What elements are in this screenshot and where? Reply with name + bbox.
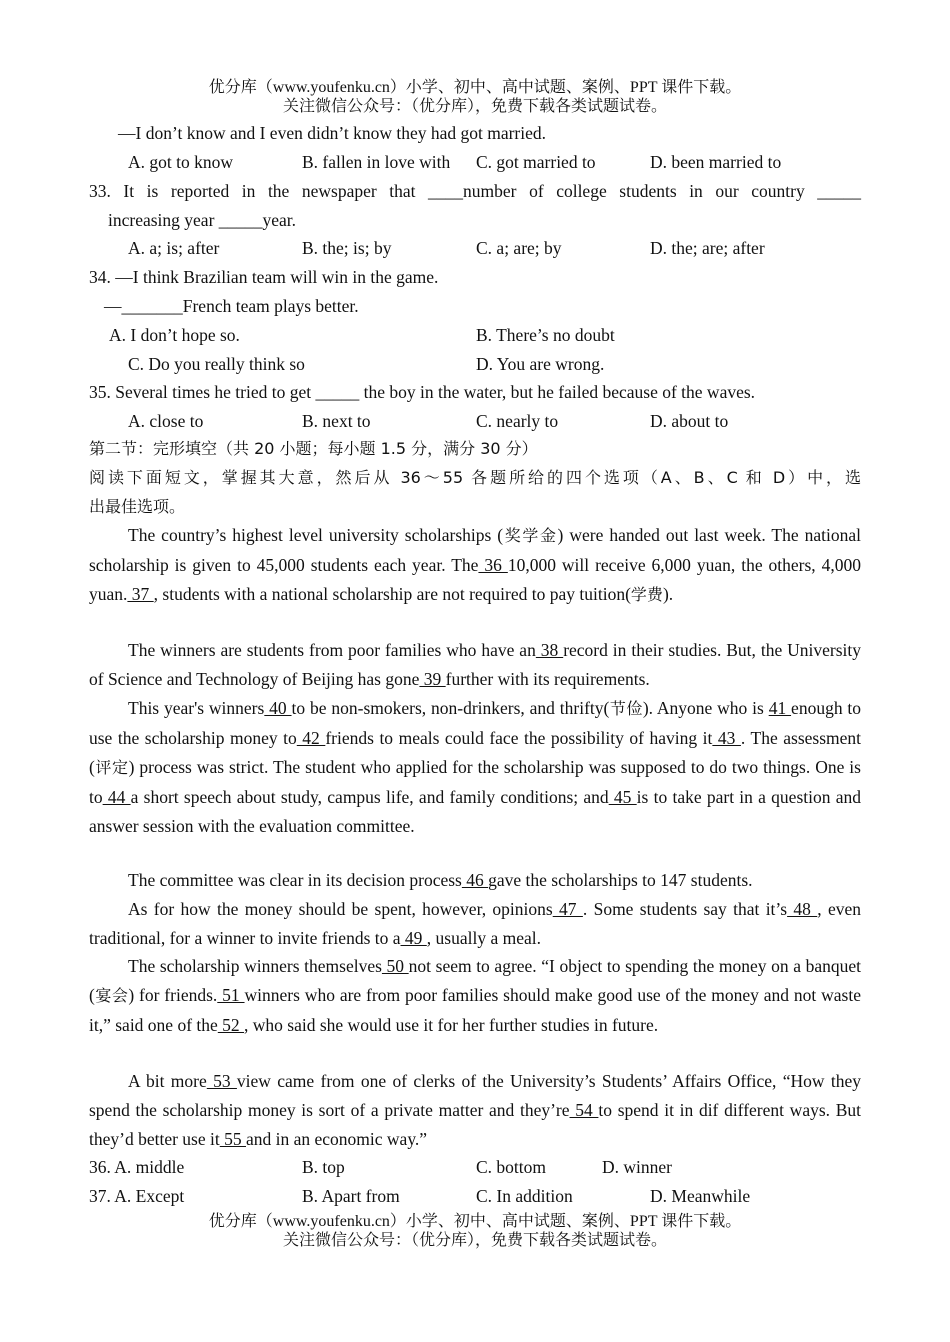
q35-stem: 35. Several times he tried to get _____ the boy in the water, but he failed because of the waves. — [89, 382, 756, 402]
section-title: 第二节：完形填空（共 20 小题；每小题 1.5 分，满分 30 分） — [89, 439, 538, 458]
word: is — [146, 181, 159, 201]
text: 奖学金 — [503, 526, 558, 545]
word: in — [241, 181, 256, 201]
word: It — [123, 181, 135, 201]
q34-option-c: C. Do you really think so — [128, 354, 305, 374]
q33-option-d: D. the; are; after — [650, 238, 765, 258]
q37-option-a: 37. A. Except — [89, 1186, 185, 1206]
passage-paragraph-6 — [89, 952, 861, 1040]
q34-stem: 34. —I think Brazilian team will win in the game. — [89, 267, 439, 287]
blank-38: 38 — [535, 640, 564, 660]
text: further with its requirements. — [445, 668, 650, 689]
text: The winners are students from poor families who have an — [128, 640, 536, 660]
text: ). Anyone who is — [642, 698, 764, 718]
word: reported — [170, 181, 230, 201]
header-line-1: 优分库（www.youfenku.cn）小学、初中、高中试题、案例、PPT 课件下载。 — [208, 79, 742, 96]
text: ) for friends. — [128, 984, 218, 1005]
text: to spend it in dif different ways. But they’d better use it — [89, 1099, 862, 1149]
passage-paragraph-2 — [89, 636, 861, 694]
text: enough to use the scholarship money to — [89, 698, 862, 748]
text: ) were handed out last week. The national scholarship is given to 45,000 students each year. The — [89, 525, 861, 575]
q34-option-d: D. You are wrong. — [476, 354, 605, 374]
word: our — [715, 181, 739, 201]
text: view came from one of clerks of the University’s Students’ Affairs Office, “How they spend the scholarship money is sort of a private matter and they’re — [89, 1071, 862, 1120]
blank-43: 43 — [712, 727, 741, 748]
text: ) process was strict. The student who applied for the scholarship was supposed to do two things. One is to — [89, 756, 861, 807]
text: 10,000 will receive 6,000 yuan, the others, 4,000 yuan. — [89, 554, 861, 604]
passage-paragraph-4 — [89, 866, 861, 895]
text: not seem to agree. “I object to spending the money on a banquet ( — [89, 956, 862, 1005]
word: students — [619, 181, 677, 201]
blank-47: 47 — [552, 899, 583, 919]
word: college — [556, 181, 607, 201]
text: , who said she would use it for her further studies in future. — [244, 1014, 659, 1035]
q35-option-a: A. close to — [128, 411, 204, 431]
blank-45: 45 — [608, 786, 637, 807]
q35-option-d: D. about to — [650, 411, 729, 431]
q33-stem-line-1 — [89, 181, 861, 201]
word: country — [751, 181, 805, 201]
q33-option-c: C. a; are; by — [476, 238, 562, 258]
q37-option-d: D. Meanwhile — [650, 1186, 751, 1206]
word: 33. — [89, 181, 111, 201]
q34-option-a: A. I don’t hope so. — [109, 325, 240, 345]
blank-39: 39 — [419, 668, 446, 689]
q33-stem-line-2: increasing year _____year. — [108, 210, 297, 230]
blank-36: 36 — [478, 554, 508, 575]
blank-44: 44 — [102, 786, 131, 807]
text: ). — [662, 583, 674, 604]
text: This year's winners — [128, 698, 265, 718]
blank-48: 48 — [787, 899, 818, 919]
blank-37: 37 — [127, 583, 154, 604]
q35-option-b: B. next to — [302, 411, 371, 431]
footer-line-2: 关注微信公众号：（优分库），免费下载各类试题试卷。 — [282, 1232, 667, 1249]
blank-41: 41 — [768, 698, 792, 718]
passage-paragraph-1 — [89, 521, 861, 610]
blank-53: 53 — [206, 1071, 237, 1091]
text: gave the scholarships to 147 students. — [488, 870, 753, 890]
blank-52: 52 — [217, 1014, 245, 1035]
q35-option-c: C. nearly to — [476, 411, 559, 431]
word: newspaper — [301, 181, 377, 201]
blank-49: 49 — [400, 927, 427, 948]
q37-option-b: B. Apart from — [302, 1186, 400, 1206]
text: A bit more — [128, 1071, 207, 1091]
q32-option-a: A. got to know — [128, 152, 233, 172]
q33-option-b: B. the; is; by — [302, 238, 392, 258]
word: that — [389, 181, 416, 201]
section-instruction-1: 阅读下面短文，掌握其大意，然后从 36～55 各题所给的四个选项（A、B、C 和 D）中，选 — [89, 468, 861, 487]
text: , usually a meal. — [426, 927, 541, 948]
blank-42: 42 — [296, 727, 326, 748]
text: winners who are from poor families should make good use of the money and not waste it,” said one of the — [89, 984, 861, 1035]
blank-50: 50 — [381, 956, 409, 976]
word: in — [689, 181, 703, 201]
text: record in their studies. But, the University of Science and Technology of Beijing has gone — [89, 640, 862, 689]
q36-option-d: D. winner — [602, 1157, 672, 1177]
passage-paragraph-7 — [89, 1067, 861, 1154]
footer-line-1: 优分库（www.youfenku.cn）小学、初中、高中试题、案例、PPT 课件下载。 — [208, 1213, 742, 1230]
text: 评定 — [94, 757, 129, 777]
word: of — [529, 181, 544, 201]
q33-option-a: A. a; is; after — [128, 238, 220, 258]
text: 学费 — [630, 584, 663, 604]
word: _____ — [817, 181, 861, 201]
text: 节俭 — [609, 699, 643, 718]
text: friends to meals could face the possibility of having it — [325, 727, 713, 748]
text: and in an economic way.” — [245, 1128, 428, 1149]
text: . The assessment ( — [89, 727, 862, 777]
q34-response: —_______French team plays better. — [104, 296, 359, 316]
text: As for how the money should be spent, however, opinions — [128, 899, 553, 919]
blank-51: 51 — [217, 984, 245, 1005]
text: a short speech about study, campus life, and family conditions; and — [130, 786, 609, 807]
q34-option-b: B. There’s no doubt — [476, 325, 615, 345]
passage-paragraph-5 — [89, 895, 861, 953]
q32-option-b: B. fallen in love with — [302, 152, 451, 172]
text: , students with a national scholarship are not required to pay tuition( — [153, 583, 631, 604]
q37-option-c: C. In addition — [476, 1186, 573, 1206]
text: is to take part in a question and answer session with the evaluation committee. — [89, 786, 861, 836]
q32-option-c: C. got married to — [476, 152, 596, 172]
text: The country’s highest level university scholarships ( — [128, 525, 504, 545]
text: to be non-smokers, non-drinkers, and thrifty( — [291, 698, 610, 718]
q32-option-d: D. been married to — [650, 152, 782, 172]
blank-55: 55 — [219, 1128, 246, 1149]
text: . Some students say that it’s — [582, 899, 788, 919]
q36-option-b: B. top — [302, 1157, 345, 1177]
blank-54: 54 — [569, 1099, 599, 1120]
q32-response: —I don’t know and I even didn’t know they had got married. — [118, 123, 547, 143]
text: 宴会 — [94, 985, 129, 1005]
text: , even traditional, for a winner to invite friends to a — [89, 899, 862, 948]
q36-option-a: 36. A. middle — [89, 1157, 185, 1177]
section-instruction-2: 出最佳选项。 — [89, 497, 186, 516]
blank-40: 40 — [264, 698, 292, 718]
word: the — [267, 181, 290, 201]
passage-paragraph-3 — [89, 694, 861, 841]
header-line-2: 关注微信公众号：（优分库），免费下载各类试题试卷。 — [282, 98, 667, 115]
text: The scholarship winners themselves — [128, 956, 382, 976]
q36-option-c: C. bottom — [476, 1157, 547, 1177]
text: The committee was clear in its decision process — [128, 870, 462, 890]
word: ____number — [428, 181, 517, 201]
blank-46: 46 — [461, 870, 489, 890]
